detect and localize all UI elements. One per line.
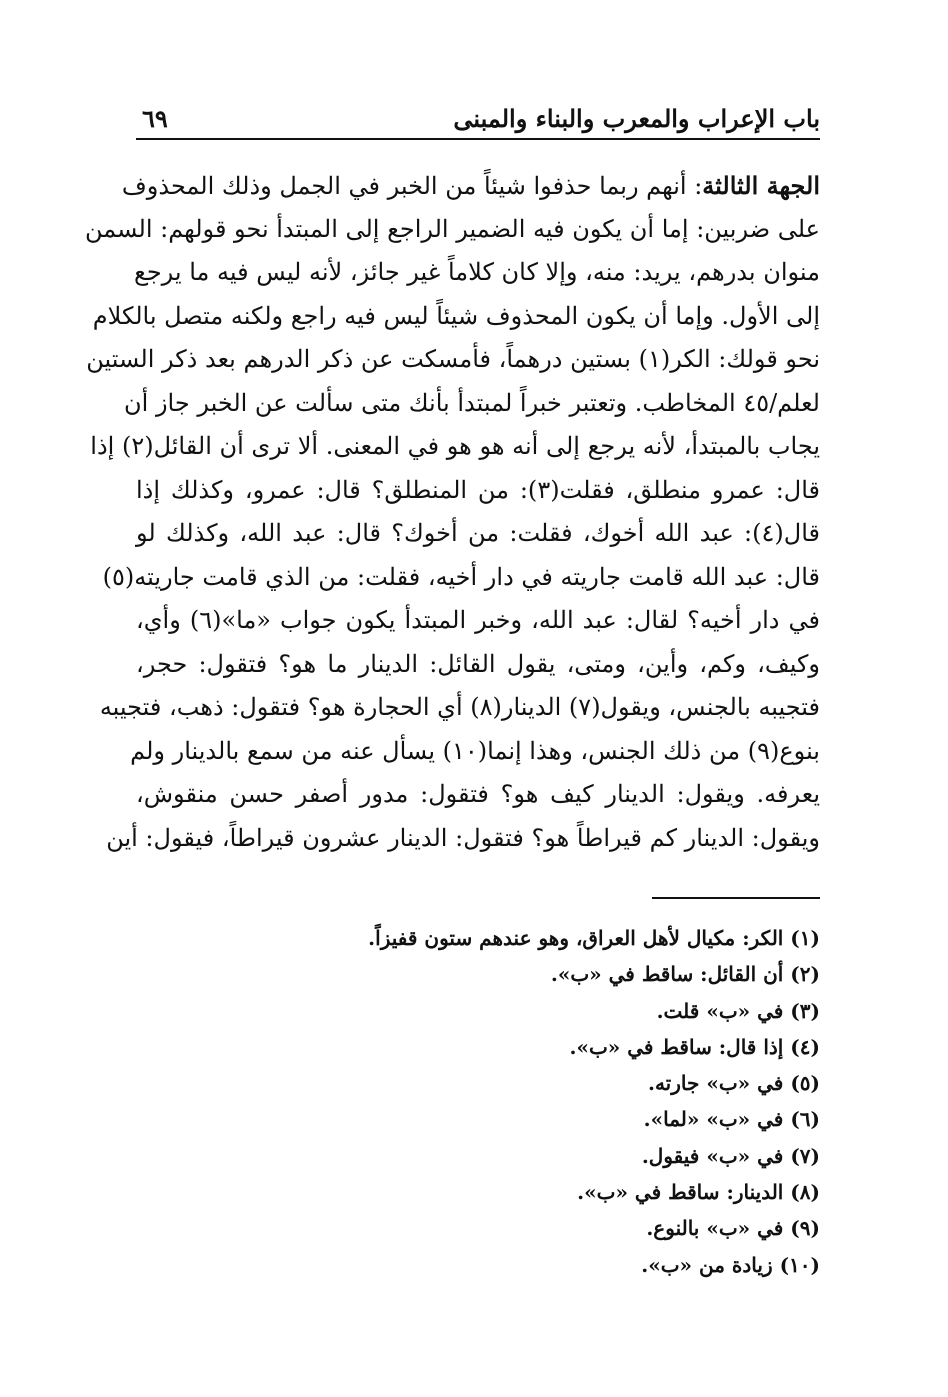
text-line: لعلم/٤٥ المخاطب. وتعتبر خبراً لمبتدأ بأنك متى سألت عن الخبر جاز أن [124, 388, 820, 417]
text-line: يعرفه. ويقول: الدينار كيف هو؟ فتقول: مدور أصفر حسن منقوش، [136, 780, 820, 808]
text-line-content: : أنهم ربما حذفوا شيئاً من الخبر في الجمل وذلك المحذوف [121, 172, 703, 200]
footnote: (١٠) زيادة من «ب». [641, 1252, 820, 1277]
text-line [121, 164, 820, 208]
main-text [84, 164, 821, 860]
footnotes [136, 920, 820, 1283]
page-number: ٦٩ [142, 104, 168, 133]
text-line: يجاب بالمبتدأ، لأنه يرجع إلى أنه هو هو في المعنى. ألا ترى أن القائل(٢) إذا [90, 432, 820, 460]
footnote-separator [652, 897, 820, 899]
section-lead: الجهة الثالثة [702, 171, 820, 200]
footnote: (٨) الدينار: ساقط في «ب». [577, 1180, 820, 1205]
text-line: نحو قولك: الكر(١) بستين درهماً، فأمسكت عن ذكر الدرهم بعد ذكر الستين [86, 345, 820, 373]
chapter-title: باب الإعراب والمعرب والبناء والمبنى [453, 104, 820, 133]
footnote: (٩) في «ب» بالنوع. [646, 1216, 820, 1241]
text-line: قال(٤): عبد الله أخوك، فقلت: من أخوك؟ قال: عبد الله، وكذلك لو [136, 519, 820, 547]
footnote: (٤) إذا قال: ساقط في «ب». [569, 1034, 820, 1059]
running-header [136, 98, 820, 140]
footnote: (٢) أن القائل: ساقط في «ب». [550, 962, 820, 987]
text-line: وكيف، وكم، وأين، ومتى، يقول القائل: الدينار ما هو؟ فتقول: حجر، [136, 649, 820, 678]
text-line: فتجيبه بالجنس، ويقول(٧) الدينار(٨) أي الحجارة هو؟ فتقول: ذهب، فتجيبه [99, 693, 820, 721]
footnote: (١) الكر: مكيال لأهل العراق، وهو عندهم ستون قفيزاً. [368, 926, 820, 950]
text-line: قال: عبد الله قامت جاريته في دار أخيه، فقلت: من الذي قامت جاريته(٥) [102, 562, 820, 591]
text-line: بنوع(٩) من ذلك الجنس، وهذا إنما(١٠) يسأل عنه من سمع بالدينار ولم [130, 736, 820, 765]
text-line: في دار أخيه؟ لقال: عبد الله، وخبر المبتدأ يكون جواب «ما»(٦) وأي، [136, 606, 821, 634]
text-line: منوان بدرهم، يريد: منه، وإلا كان كلاماً غير جائز، لأنه ليس فيه ما يرجع [134, 258, 820, 286]
text-line: إلى الأول. وإما أن يكون المحذوف شيئاً ليس فيه راجع ولكنه متصل بالكلام [92, 301, 820, 330]
text-line: ويقول: الدينار كم قيراطاً هو؟ فتقول: الدينار عشرون قيراطاً، فيقول: أين [106, 823, 820, 852]
footnote: (٥) في «ب» جارته. [648, 1071, 820, 1096]
text-line: قال: عمرو منطلق، فقلت(٣): من المنطلق؟ قال: عمرو، وكذلك إذا [136, 475, 821, 504]
footnote: (٦) في «ب» «لما». [643, 1107, 820, 1132]
text-line: على ضربين: إما أن يكون فيه الضمير الراجع إلى المبتدأ نحو قولهم: السمن [84, 214, 820, 243]
footnote: (٧) في «ب» فيقول. [641, 1143, 820, 1168]
footnote: (٣) في «ب» قلت. [656, 998, 820, 1023]
